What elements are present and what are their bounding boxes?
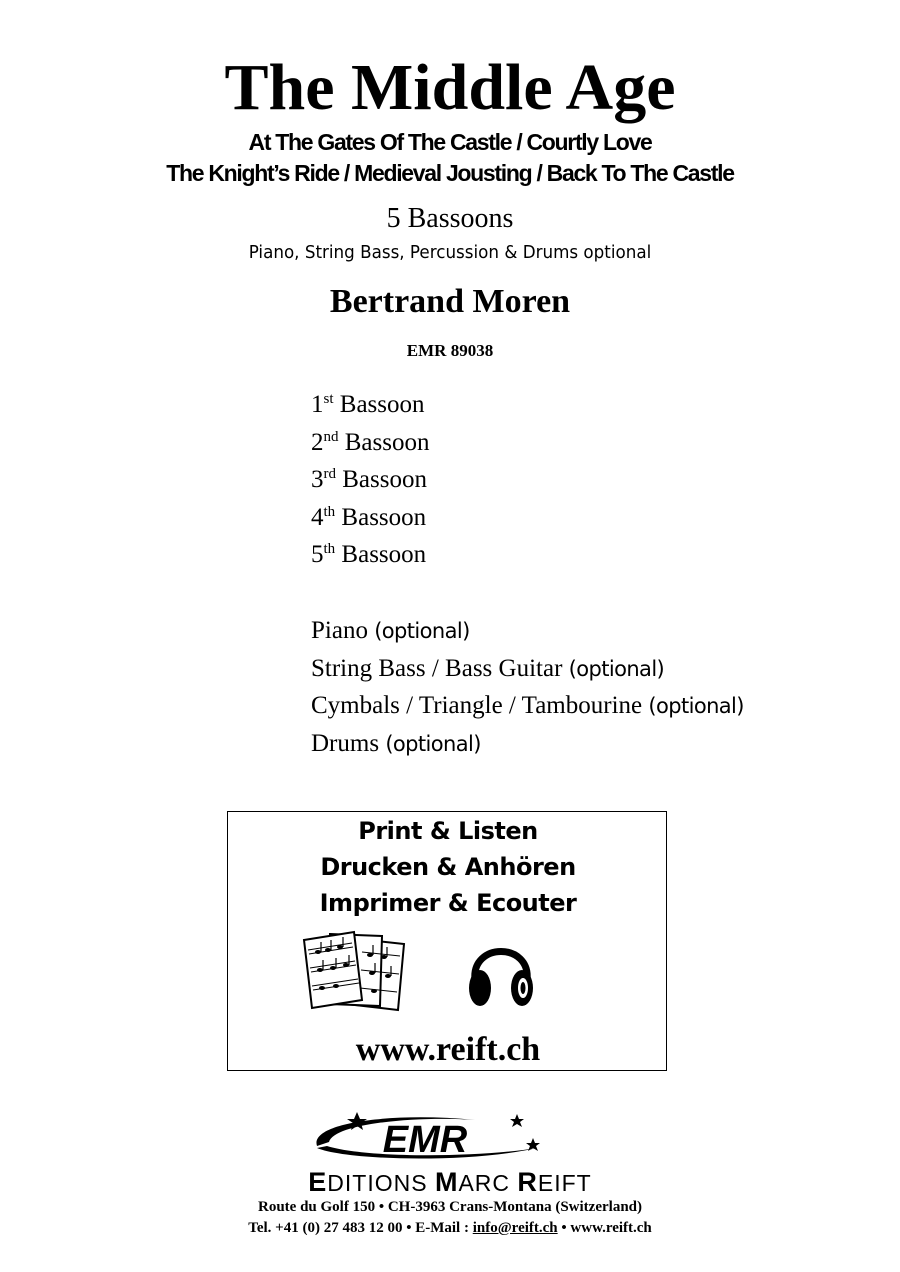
part-item: 5th Bassoon	[311, 541, 427, 569]
publisher-name: EDITIONS MARC REIFT	[308, 1167, 592, 1197]
footer-website-link[interactable]: www.reift.ch	[570, 1220, 652, 1236]
optional-part-item: Drums (optional)	[311, 729, 481, 757]
part-item: 4th Bassoon	[311, 503, 427, 531]
publisher-address: Route du Golf 150 • CH-3963 Crans-Montana (Switzerland)	[258, 1199, 642, 1215]
optional-part-item: Piano (optional)	[311, 616, 470, 644]
movements-line-1: At The Gates Of The Castle / Courtly Love	[248, 129, 652, 155]
headphones-icon	[465, 934, 537, 1010]
movements-line-2: The Knight’s Ride / Medieval Jousting / Back To The Castle	[166, 160, 734, 186]
page-title: The Middle Age	[224, 51, 676, 124]
parts-list	[311, 386, 744, 762]
print-listen-de: Drucken & Anhören	[320, 853, 576, 881]
website-link[interactable]: www.reift.ch	[355, 1031, 541, 1068]
emr-logo	[305, 1108, 545, 1166]
publisher-contact: Tel. +41 (0) 27 483 12 00 • E-Mail : info@reift.ch • www.reift.ch	[248, 1220, 652, 1236]
part-item: 1st Bassoon	[311, 391, 425, 418]
part-item: 2nd Bassoon	[311, 428, 430, 456]
instrumentation: 5 Bassoons	[386, 203, 514, 234]
composer-name: Bertrand Moren	[329, 283, 571, 320]
part-item: 3rd Bassoon	[311, 466, 427, 494]
catalog-number: EMR 89038	[406, 341, 494, 360]
email-link[interactable]: info@reift.ch	[472, 1220, 558, 1236]
print-listen-box[interactable]	[227, 811, 667, 1071]
print-listen-fr: Imprimer & Ecouter	[319, 889, 577, 917]
svg-text:EMR: EMR	[382, 1119, 468, 1161]
sheet-music-icon	[300, 930, 412, 1012]
optional-instruments: Piano, String Bass, Percussion & Drums optional	[248, 242, 652, 263]
optional-part-item: Cymbals / Triangle / Tambourine (optional)	[311, 692, 744, 720]
print-listen-en: Print & Listen	[358, 817, 538, 845]
optional-part-item: String Bass / Bass Guitar (optional)	[311, 654, 665, 682]
